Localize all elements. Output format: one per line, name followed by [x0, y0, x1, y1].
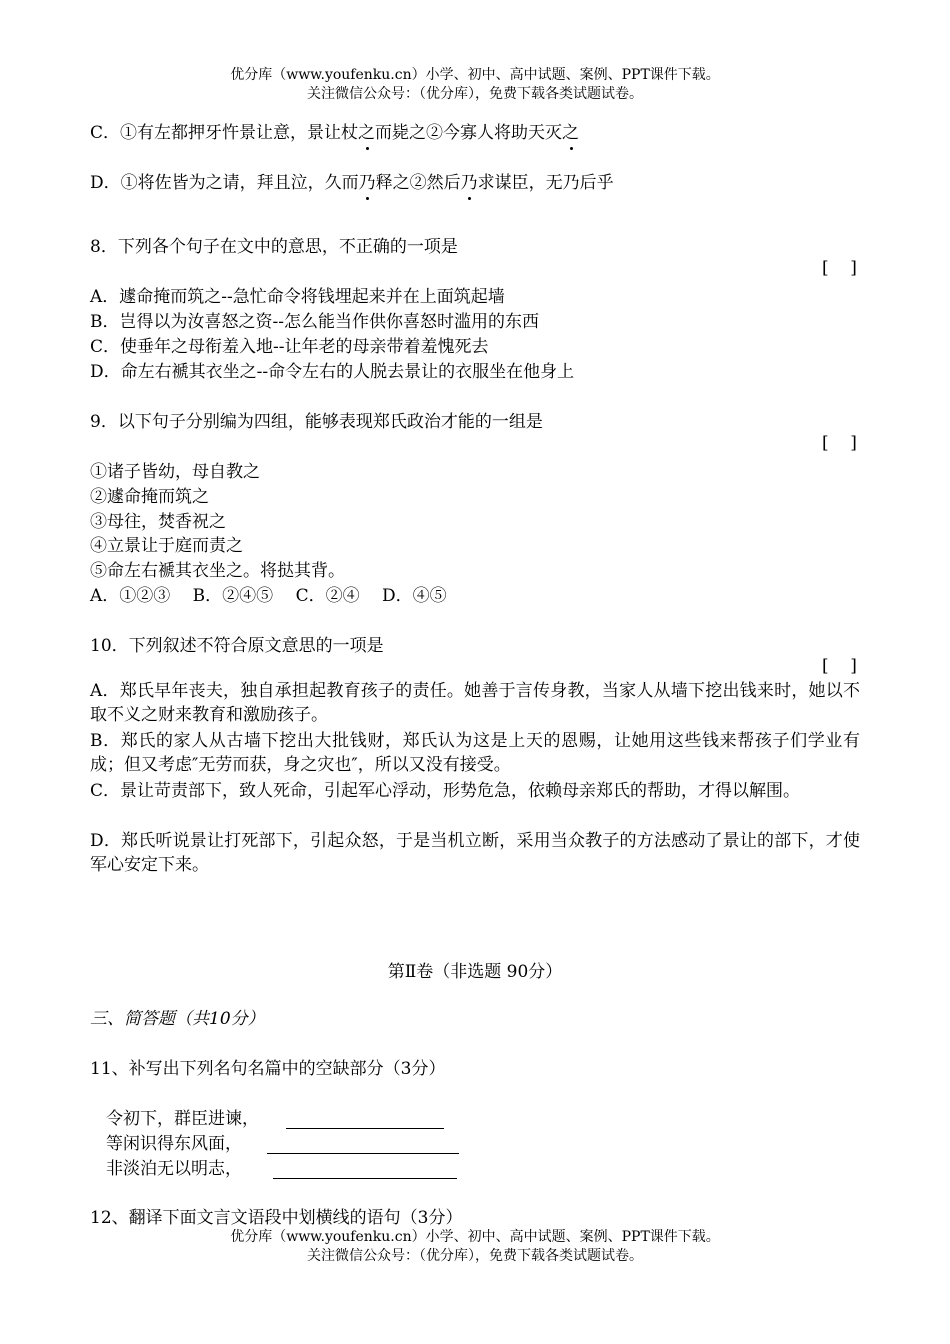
header-line-2: 关注微信公众号：（优分库），免费下载各类试题试卷。 — [307, 86, 643, 102]
fill-blank-3[interactable] — [273, 1160, 457, 1179]
q11-stem: 11、补写出下列名句名篇中的空缺部分（3分） — [90, 1059, 446, 1079]
q11-line-2: 等闲识得东风面， — [106, 1129, 459, 1154]
q10-option-c: C．景让苛责部下，致人死命，引起军心浮动，形势危急，依赖母亲郑氏的帮助，才得以解围。 — [90, 781, 801, 801]
q9-item-1: ①诸子皆幼，母自教之 — [90, 462, 260, 482]
q10-answer-bracket: [ ] — [822, 656, 857, 676]
q10-option-d: D．郑氏听说景让打死部下，引起众怒，于是当机立断，采用当众教子的方法感动了景让的部下，才使军心安定下来。 — [90, 831, 860, 875]
q9-item-5: ⑤命左右褫其衣坐之。将挞其背。 — [90, 561, 345, 581]
emphasis-char: 之 — [358, 118, 375, 143]
q9-item-3: ③母往，焚香祝之 — [90, 512, 226, 532]
q9-answers: A．①②③ B．②④⑤ C．②④ D．④⑤ — [90, 586, 447, 606]
fill-blank-1[interactable] — [286, 1110, 444, 1129]
q10-stem: 10．下列叙述不符合原文意思的一项是 — [90, 636, 384, 656]
fill-blank-2[interactable] — [267, 1135, 459, 1154]
q7-option-c: C．①有左都押牙忤景让意，景让杖之而毙之②今寡人将助天灭之 — [90, 118, 579, 143]
q9-item-4: ④立景让于庭而责之 — [90, 536, 243, 556]
footer-line-2: 关注微信公众号：（优分库），免费下载各类试题试卷。 — [307, 1248, 643, 1264]
page-footer — [0, 1228, 950, 1266]
part-two-title: 第Ⅱ卷（非选题 90分） — [387, 962, 563, 982]
q9-answer-bracket: [ ] — [822, 433, 857, 453]
q11-line-3: 非淡泊无以明志， — [106, 1154, 457, 1179]
q8-answer-bracket: [ ] — [822, 258, 857, 278]
q8-option-a: A．遽命掩而筑之--急忙命令将钱埋起来并在上面筑起墙 — [90, 287, 505, 307]
section-three-heading: 三、简答题（共10分） — [90, 1009, 265, 1029]
q11-line-1: 令初下，群臣进谏， — [106, 1104, 444, 1129]
header-line-1: 优分库（www.youfenku.cn）小学、初中、高中试题、案例、PPT课件下载。 — [230, 67, 720, 83]
q12-stem: 12、翻译下面文言文语段中划横线的语句（3分） — [90, 1208, 463, 1228]
q8-stem: 8．下列各个句子在文中的意思，不正确的一项是 — [90, 237, 458, 257]
q10-option-b: B．郑氏的家人从古墙下挖出大批钱财，郑氏认为这是上天的恩赐，让她用这些钱来帮孩子们学业有成；但又考虑″无劳而获，身之灾也″，所以又没有接受。 — [90, 731, 860, 775]
q9-item-2: ②遽命掩而筑之 — [90, 487, 209, 507]
emphasis-char: 乃 — [359, 168, 376, 193]
q8-option-c: C．使垂年之母衔羞入地--让年老的母亲带着羞愧死去 — [90, 337, 489, 357]
emphasis-char: 之 — [562, 118, 579, 143]
footer-line-1: 优分库（www.youfenku.cn）小学、初中、高中试题、案例、PPT课件下载。 — [230, 1229, 720, 1245]
q7-option-d: D．①将佐皆为之请，拜且泣，久而乃释之②然后乃求谋臣，无乃后乎 — [90, 168, 614, 193]
q8-option-d: D．命左右褫其衣坐之--命令左右的人脱去景让的衣服坐在他身上 — [90, 362, 575, 382]
q8-option-b: B．岂得以为汝喜怒之资--怎么能当作供你喜怒时滥用的东西 — [90, 312, 539, 332]
q10-option-a: A．郑氏早年丧夫，独自承担起教育孩子的责任。她善于言传身教，当家人从墙下挖出钱来时，她以不取不义之财来教育和激励孩子。 — [90, 681, 860, 725]
emphasis-char: 乃 — [461, 168, 478, 193]
q9-stem: 9．以下句子分别编为四组，能够表现郑氏政治才能的一组是 — [90, 412, 543, 432]
page-header — [0, 66, 950, 104]
